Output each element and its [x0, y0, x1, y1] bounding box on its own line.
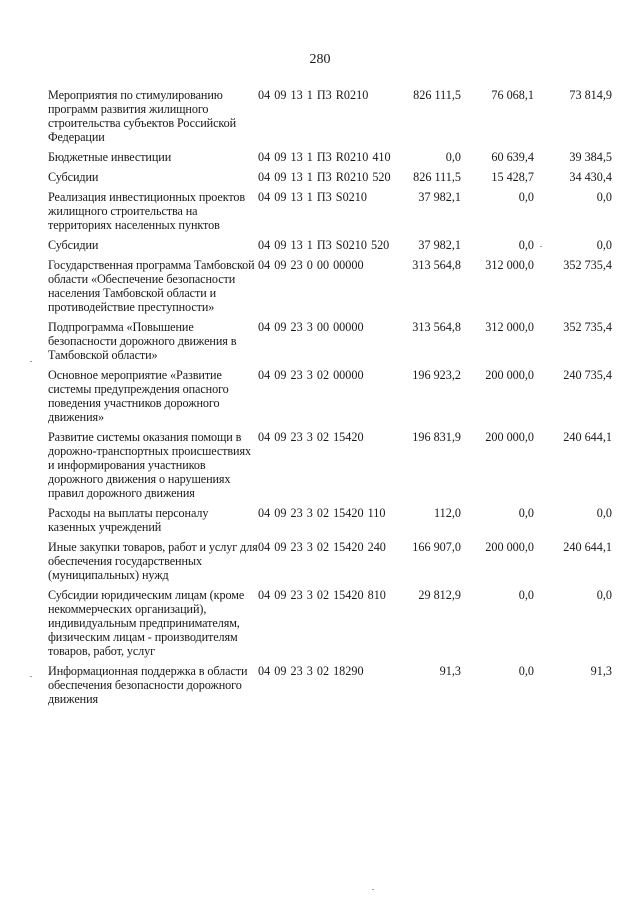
row-code: 04 09 13 1 П3 S0210 520 [258, 238, 390, 252]
row-value-2: 15 428,7 [491, 170, 534, 184]
row-value-3: 240 644,1 [563, 430, 612, 444]
table-row [48, 258, 618, 314]
row-value-3: 352 735,4 [563, 320, 612, 334]
row-value-3: 0,0 [596, 190, 612, 204]
row-value-1: 37 982,1 [418, 238, 461, 252]
row-name: Субсидии [48, 170, 99, 184]
row-code: 04 09 13 1 П3 R0210 [258, 88, 369, 102]
row-code: 04 09 23 0 00 00000 [258, 258, 364, 272]
row-value-2: 0,0 [518, 238, 534, 252]
row-value-2: 200 000,0 [485, 368, 534, 382]
row-value-2: 312 000,0 [485, 258, 534, 272]
table-row [48, 506, 618, 534]
row-value-3: 0,0 [596, 588, 612, 602]
row-value-3: 91,3 [590, 664, 612, 678]
row-code: 04 09 23 3 02 00000 [258, 368, 364, 382]
table-row [48, 150, 618, 164]
row-value-3: 73 814,9 [569, 88, 612, 102]
row-name: Бюджетные инвестиции [48, 150, 172, 164]
scan-speck [30, 676, 32, 677]
row-value-3: 240 644,1 [563, 540, 612, 554]
row-value-3: 240 735,4 [563, 368, 612, 382]
row-code: 04 09 23 3 02 15420 240 [258, 540, 386, 554]
scan-speck [372, 889, 374, 890]
row-value-3: 0,0 [596, 506, 612, 520]
table-row [48, 430, 618, 500]
row-value-2: 0,0 [518, 664, 534, 678]
row-code: 04 09 13 1 П3 R0210 520 [258, 170, 391, 184]
row-value-3: 352 735,4 [563, 258, 612, 272]
table-row [48, 238, 618, 252]
row-value-2: 76 068,1 [491, 88, 534, 102]
row-name: Информационная поддержка в области обеспечения безопасности дорожного движения [48, 664, 248, 706]
row-value-1: 196 923,2 [412, 368, 461, 382]
table-row [48, 540, 618, 582]
row-name: Развитие системы оказания помощи в дорожно-транспортных происшествиях и информирования участников дорожного движения о нарушениях правил дорожного движения [48, 430, 251, 500]
scan-speck [540, 246, 542, 247]
row-value-2: 0,0 [518, 588, 534, 602]
row-code: 04 09 23 3 02 15420 810 [258, 588, 386, 602]
row-value-2: 312 000,0 [485, 320, 534, 334]
table-row [48, 88, 618, 144]
row-value-1: 313 564,8 [412, 258, 461, 272]
row-value-2: 0,0 [518, 190, 534, 204]
row-value-2: 60 639,4 [491, 150, 534, 164]
row-value-1: 29 812,9 [418, 588, 461, 602]
row-name: Иные закупки товаров, работ и услуг для обеспечения государственных (муниципальных) нужд [48, 540, 258, 582]
row-code: 04 09 23 3 02 15420 [258, 430, 364, 444]
row-value-1: 112,0 [434, 506, 461, 520]
table-row [48, 320, 618, 362]
row-value-1: 196 831,9 [412, 430, 461, 444]
row-name: Субсидии юридическим лицам (кроме некоммерческих организаций), индивидуальным предпринимателям, физическим лицам - производителям товаров, работ, услуг [48, 588, 245, 658]
row-code: 04 09 23 3 00 00000 [258, 320, 364, 334]
row-code: 04 09 23 3 02 15420 110 [258, 506, 386, 520]
row-name: Подпрограмма «Повышение безопасности дорожного движения в Тамбовской области» [48, 320, 237, 362]
table-row [48, 588, 618, 658]
budget-table [48, 88, 618, 706]
row-name: Расходы на выплаты персоналу казенных учреждений [48, 506, 209, 534]
row-value-3: 34 430,4 [569, 170, 612, 184]
row-name: Государственная программа Тамбовской области «Обеспечение безопасности населения Тамбовской области и противодействие преступности» [48, 258, 255, 314]
row-value-2: 200 000,0 [485, 430, 534, 444]
row-value-1: 826 111,5 [413, 88, 461, 102]
row-value-1: 0,0 [445, 150, 461, 164]
table-row [48, 368, 618, 424]
row-value-1: 91,3 [439, 664, 461, 678]
row-value-1: 826 111,5 [413, 170, 461, 184]
row-value-3: 0,0 [596, 238, 612, 252]
row-name: Реализация инвестиционных проектов жилищного строительства на территориях населенных пунктов [48, 190, 246, 232]
row-name: Основное мероприятие «Развитие системы предупреждения опасного поведения участников дорожного движения» [48, 368, 229, 424]
table-row [48, 664, 618, 706]
row-code: 04 09 23 3 02 18290 [258, 664, 364, 678]
row-value-3: 39 384,5 [569, 150, 612, 164]
row-value-1: 37 982,1 [418, 190, 461, 204]
row-code: 04 09 13 1 П3 S0210 [258, 190, 367, 204]
scan-speck [30, 361, 32, 362]
table-row [48, 190, 618, 232]
row-value-2: 200 000,0 [485, 540, 534, 554]
row-code: 04 09 13 1 П3 R0210 410 [258, 150, 391, 164]
row-name: Мероприятия по стимулированию программ развития жилищного строительства субъектов Российской Федерации [48, 88, 237, 144]
row-value-2: 0,0 [518, 506, 534, 520]
row-value-1: 313 564,8 [412, 320, 461, 334]
row-value-1: 166 907,0 [412, 540, 461, 554]
page-number: 280 [309, 52, 331, 67]
row-name: Субсидии [48, 238, 99, 252]
table-row [48, 170, 618, 184]
